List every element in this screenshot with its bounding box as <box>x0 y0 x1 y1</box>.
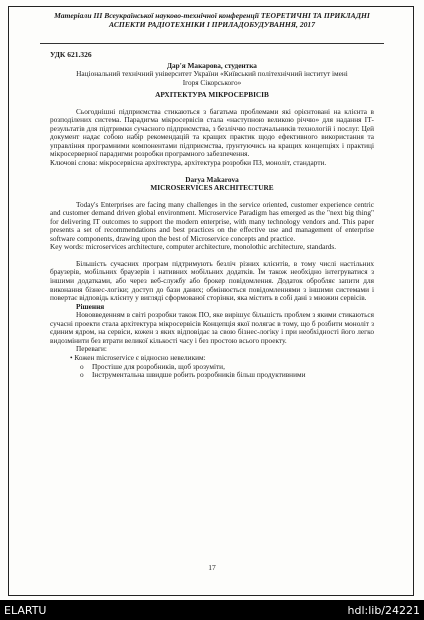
header-divider <box>40 43 384 44</box>
udk-code: УДК 621.326 <box>50 50 92 59</box>
body-paragraph-2: Нововведенням в світі розробки також ПО, яке вирішує більшість проблем з якими стикаються сучасні проекти стала архітектура мікросервісів Концепція якої полягає в тому, що б розбити моноліт з єдиним ядром, на сервіси, кожен з яких відповідає за свою бізнес-логіку і при необхідності його легко видозмінити без втрати великої кількості часу і без простою всього проекту. <box>50 310 374 345</box>
abstract-en: Today's Enterprises are facing many challenges in the service oriented, customer experience centric and customer demand driven global environment. Microservice Paradigm has emerged as the "next big thing" for delivering IT outcomes to support the modern enterprise, with many technology vendors and. This paper presents a set of recommendations and best practices on the effective use and management of enterprise software components, drawing upon the best of Microservice concepts and practice. <box>50 199 374 243</box>
repository-name: ELARTU <box>4 604 47 617</box>
institution-ua-line-2: Ігоря Сікорського» <box>182 77 242 87</box>
abstract-ua: Сьогоднішні підприємства стикаються з багатьма проблемами які орієнтовані на клієнта в розподілених система. Парадигма мікросервісів стала «наступною великою річчю» для надання ІТ-результатів для підтримки сучасного підприємства, з безліччю постачальників технологій і послуг. Цей документ надає собою набір рекомендацій та кращих практик щодо ефективного використання та управління програмними компонентами підприємства, ґрунтуючись на кращих концепціях і практиці мікросерверної парадигми розробки програмного забезпечення. <box>50 106 374 159</box>
article-body <box>50 51 374 380</box>
header-line-2: АСПЕКТИ РАДІОТЕХНІКИ І ПРИЛАДОБУДУВАННЯ, 2017 <box>108 20 316 29</box>
page-number: 17 <box>208 563 216 572</box>
circle-bullet-icon: o <box>80 370 84 380</box>
keywords-en: Key words: microservices architecture, computer architecture, monolothic architecture, standards. <box>50 242 337 252</box>
header-line-1: Матеріали ІІІ Всеукраїнської науково-технічної конференції ТЕОРЕТИЧНІ ТА ПРИКЛАДНІ <box>54 11 370 20</box>
advantages-heading: Переваги: <box>76 344 107 354</box>
author-ua: Дар'я Макарова, студентка <box>167 60 257 70</box>
list-item: • Кожен microservice є відносно невеликим: <box>70 352 206 362</box>
running-header <box>40 11 384 29</box>
solution-heading: Рішення <box>76 301 105 311</box>
institution-ua-line-1: Національний технічний університет України «Київський політехнічний інститут імені <box>76 69 348 79</box>
title-en: MICROSERVICES ARCHITECTURE <box>150 183 274 193</box>
title-ua: АРХІТЕКТУРА МІКРОСЕРВІСІВ <box>155 90 269 100</box>
repository-footer <box>0 600 424 620</box>
handle-link[interactable]: hdl:lib/24221 <box>347 604 420 617</box>
body-paragraph-1: Більшість сучасних програм підтримують безліч різних клієнтів, в тому числі настільних браузерів, мобільних браузерів і нативних мобільних додатків. Їм також необхідно інтегруватися з іншими додатками, або через веб-службу або брокер повідомлення. Додаток обробляє запити для виконання бізнес-логіки; доступ до бази даних; обмінюється повідомленнями з іншими системами і повертає відповідь клієнту у вигляді сформованої сторінки, яка містить в собі дані з множин сервісів. <box>50 258 374 303</box>
keywords-ua: Ключові слова: мікросервісна архітектура, архітектура розробки ПЗ, моноліт, стандарти. <box>50 158 327 168</box>
sub-item-1: Простіше для розробників, щоб зрозуміти, <box>92 361 225 371</box>
list-item <box>50 371 374 380</box>
circle-bullet-icon: o <box>80 361 84 371</box>
author-en: Darya Makarova <box>185 174 239 184</box>
sub-item-2: Інструментальна швидше робить розробників більш продуктивними <box>92 370 306 380</box>
